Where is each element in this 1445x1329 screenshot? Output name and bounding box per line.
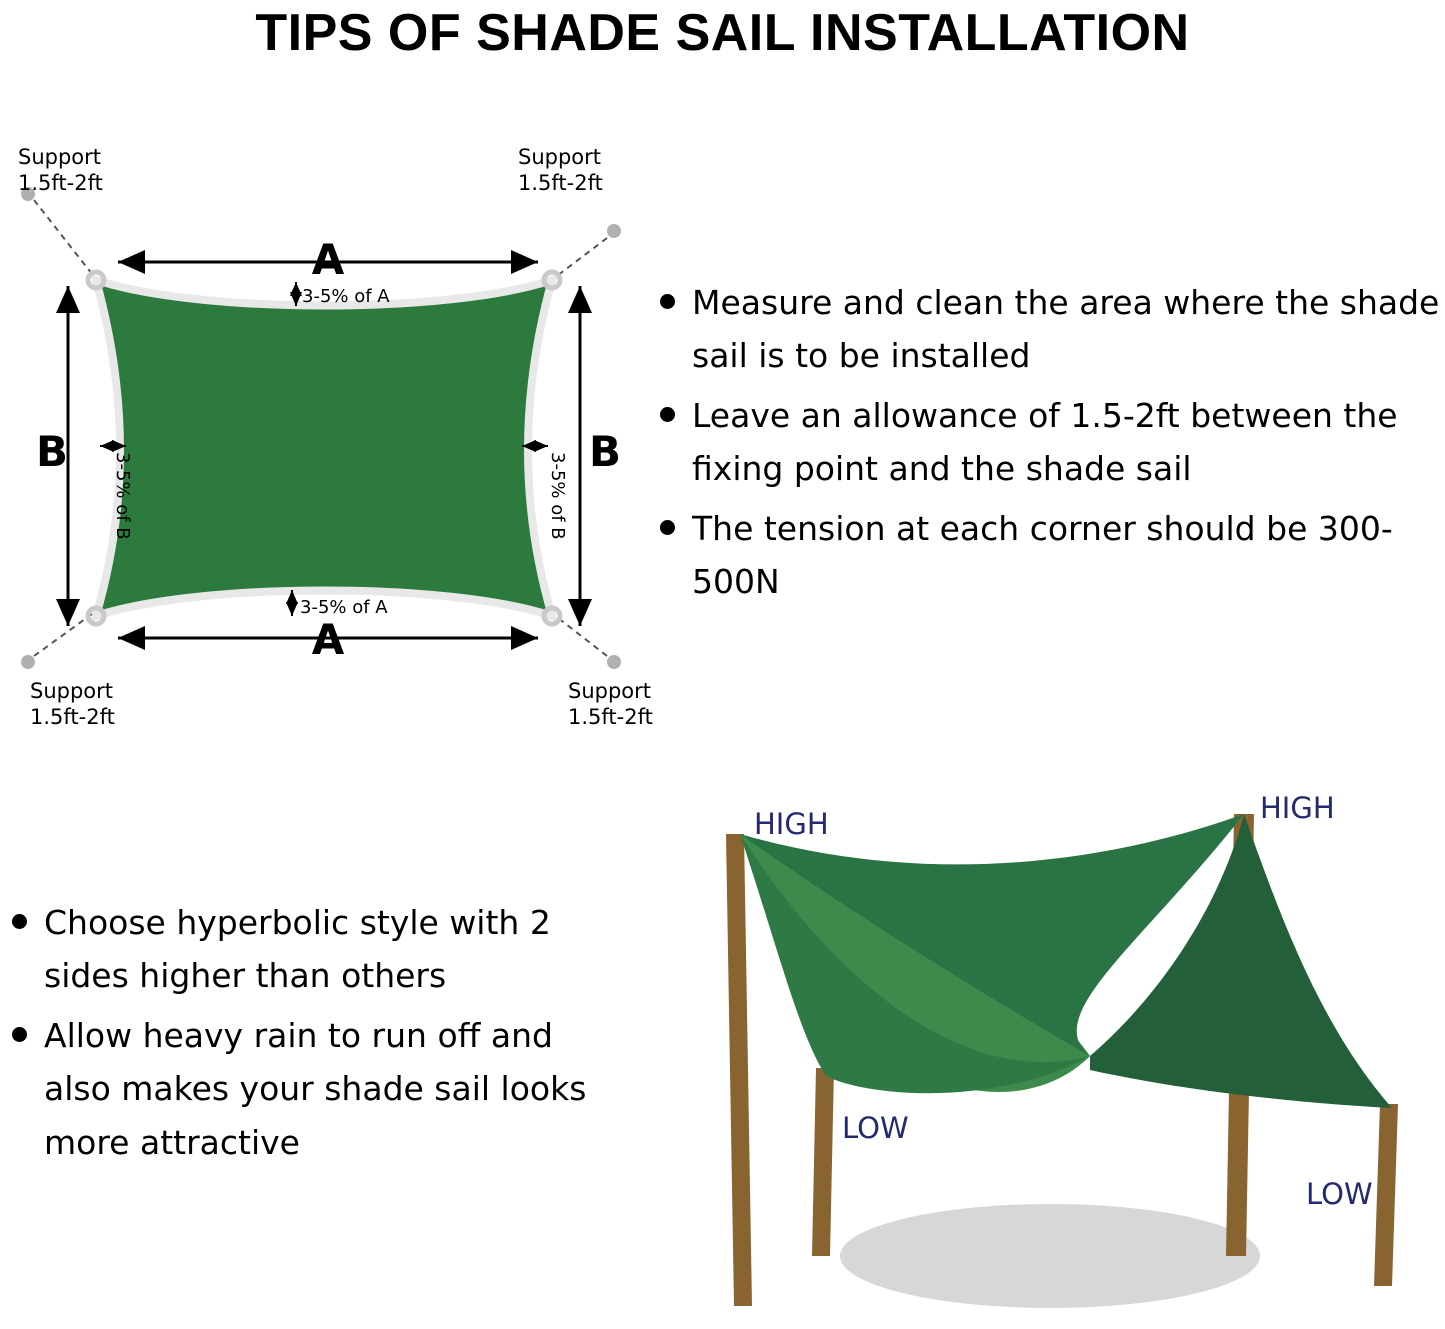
support-label-tl-line2: 1.5ft-2ft <box>18 171 103 195</box>
list-item <box>648 389 1445 496</box>
ground-shadow <box>840 1204 1260 1308</box>
support-line-bottom-left <box>34 614 92 656</box>
rectangular-sail-svg <box>0 146 660 746</box>
bullet-text: The tension at each corner should be 300-500N <box>692 508 1393 602</box>
dimension-label-bottom-a: A <box>311 615 345 664</box>
support-label-tr-line1: Support <box>518 146 602 169</box>
bullet-dot-icon <box>660 294 675 309</box>
support-dot-bottom-left <box>21 655 35 669</box>
label-low-right: LOW <box>1306 1177 1373 1211</box>
dimension-label-right-b: B <box>588 427 622 476</box>
post-low-left <box>812 1068 834 1256</box>
list-item <box>0 896 620 1003</box>
page-title: TIPS OF SHADE SAIL INSTALLATION <box>255 4 1190 62</box>
dimension-label-left-b: B <box>35 427 69 476</box>
bullet-text: Leave an allowance of 1.5-2ft between the fixing point and the shade sail <box>692 395 1398 489</box>
support-label-tr-line2: 1.5ft-2ft <box>518 171 603 195</box>
list-item <box>648 502 1445 609</box>
support-label-bl-line2: 1.5ft-2ft <box>30 705 115 729</box>
bullet-dot-icon <box>12 1027 27 1042</box>
rectangular-sail-diagram <box>0 146 660 746</box>
bottom-section <box>0 766 1445 1325</box>
bullet-text: Measure and clean the area where the shade sail is to be installed <box>692 283 1440 376</box>
bottom-bullet-list <box>0 896 620 1175</box>
bullet-dot-icon <box>12 914 27 929</box>
support-label-br-line2: 1.5ft-2ft <box>568 705 653 729</box>
dimension-label-top-a: A <box>311 235 345 284</box>
support-dot-bottom-right <box>607 655 621 669</box>
bullet-text: Choose hyperbolic style with 2 sides higher than others <box>44 903 551 996</box>
list-item <box>648 276 1445 383</box>
bullet-dot-icon <box>660 520 675 535</box>
post-low-right <box>1374 1104 1398 1286</box>
support-dot-top-right <box>607 224 621 238</box>
support-label-tl-line1: Support <box>18 146 102 169</box>
shade-sail-shape <box>96 280 552 616</box>
bullet-dot-icon <box>660 407 675 422</box>
curve-label-right: 3-5% of B <box>547 452 568 540</box>
top-bullet-list <box>648 276 1445 615</box>
bullet-text: Allow heavy rain to run off and also makes your shade sail looks more attractive <box>44 1015 587 1162</box>
label-high-right: HIGH <box>1260 791 1335 825</box>
curve-label-bottom: 3-5% of A <box>300 597 388 618</box>
label-low-left: LOW <box>842 1111 909 1145</box>
post-high-left <box>726 834 752 1306</box>
support-label-bl-line1: Support <box>30 679 114 703</box>
list-item <box>0 1009 620 1169</box>
label-high-left: HIGH <box>754 807 829 841</box>
support-line-top-left <box>34 200 92 274</box>
top-section <box>0 146 1445 766</box>
support-line-top-right <box>553 238 607 279</box>
curve-label-top: 3-5% of A <box>302 286 390 307</box>
hyperbolic-sail-diagram <box>620 786 1445 1325</box>
support-label-br-line1: Support <box>568 679 652 703</box>
curve-label-left: 3-5% of B <box>112 452 133 540</box>
hyperbolic-sail-svg <box>620 786 1445 1325</box>
